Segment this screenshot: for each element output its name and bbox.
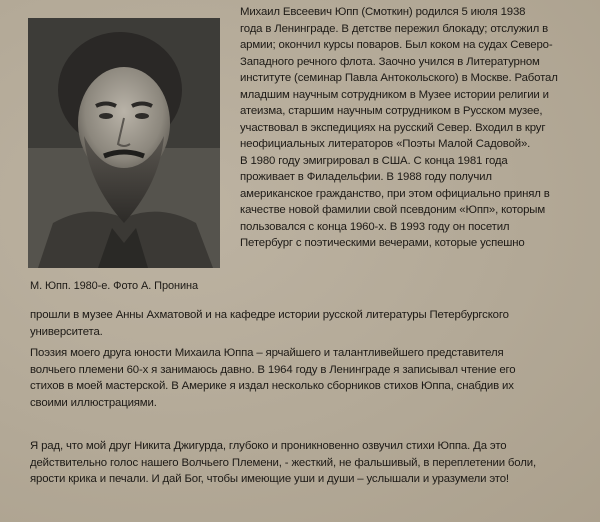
biography-continuation: [30, 307, 590, 340]
text-line: своими иллюстрациями.: [30, 396, 157, 409]
text-line: участвовал в экспедициях на русский Север. Входил в круг: [240, 121, 546, 134]
text-line: институте (семинар Павла Антокольского) в Москве. Работал: [240, 72, 558, 84]
text-line: волчьего племени 60-х я занимаюсь давно. В 1964 году в Ленинграде я записывал чтение его: [30, 363, 516, 376]
text-line: Западного речного флота. Заочно учился в Литературном: [240, 55, 540, 68]
text-line: американское гражданство, при этом официально принял в: [240, 187, 550, 200]
text-line: Я рад, что мой друг Никита Джигурда, глубоко и проникновенно озвучил стихи Юппа. Да это: [30, 440, 507, 452]
text-line: младшим научным сотрудником в Музее истории религии и: [240, 88, 549, 101]
text-line: университета.: [30, 325, 103, 338]
text-line: В 1980 году эмигрировал в США. С конца 1981 года: [240, 154, 508, 167]
text-line: неофициальных литераторов «Поэты Малой Садовой».: [240, 138, 531, 150]
text-line: Поэзия моего друга юности Михаила Юппа – ярчайшего и талантливейшего представителя: [30, 347, 504, 359]
tribute-paragraph: [30, 345, 590, 411]
biography-paragraph: [240, 4, 592, 252]
text-line: Петербург с поэтическими вечерами, которые успешно: [240, 237, 525, 249]
text-line: ярости крика и печали. И дай Бог, чтобы имеющие уши и души – услышали и уразумели это!: [30, 473, 509, 485]
text-line: стихов в моей мастерской. В Америке я издал несколько сборников стихов Юппа, снабдив их: [30, 380, 514, 392]
text-line: проживает в Филадельфии. В 1988 году получил: [240, 171, 492, 183]
closing-paragraph: [30, 438, 590, 488]
text-line: года в Ленинграде. В детстве пережил блокаду; отслужил в: [240, 22, 549, 35]
text-line: пользовался с конца 1960-х. В 1993 году он посетил: [240, 220, 510, 233]
text-line: качестве новой фамилии свой псевдоним «Юпп», которым: [240, 204, 546, 216]
portrait-photo: [28, 18, 220, 268]
text-line: армии; окончил курсы поваров. Был коком на судах Северо-: [240, 39, 553, 51]
text-line: действительно голос нашего Волчьего Племени, - жесткий, не фальшивый, в переплетении боли,: [30, 456, 536, 469]
text-line: Михаил Евсеевич Юпп (Смоткин) родился 5 июля 1938: [240, 6, 526, 18]
photo-caption: М. Юпп. 1980-е. Фото А. Пронина: [30, 280, 199, 292]
text-line: атеизма, старшим научным сотрудником в Русском музее,: [240, 105, 543, 117]
text-line: прошли в музее Анны Ахматовой и на кафедре истории русской литературы Петербургского: [30, 309, 509, 321]
